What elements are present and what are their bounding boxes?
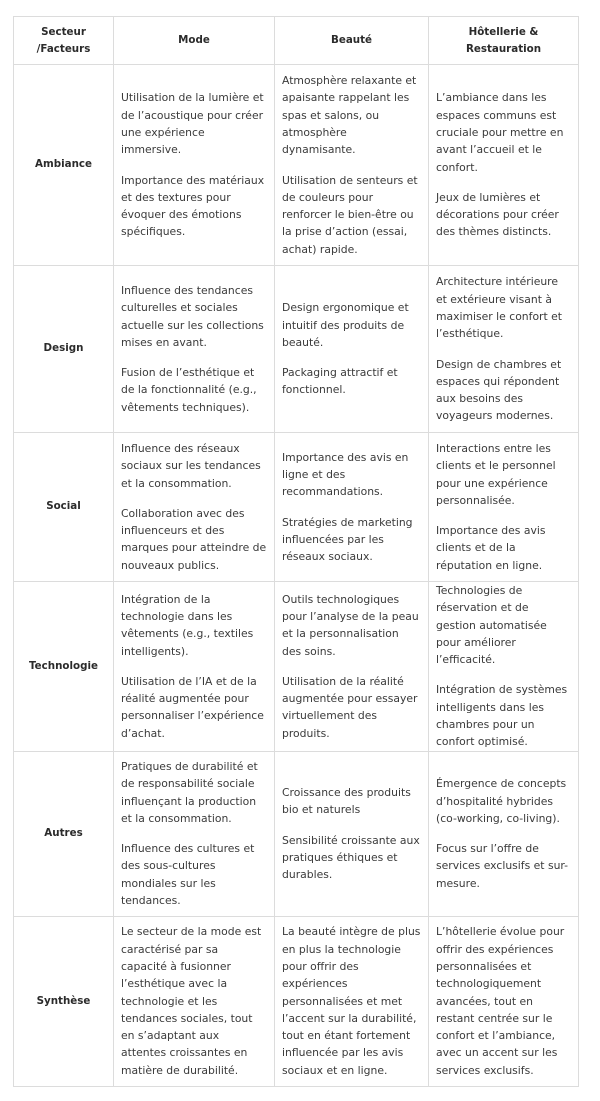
table-row-social xyxy=(14,433,579,582)
cell-social-beaute xyxy=(275,433,429,582)
row-label-synthese: Synthèse xyxy=(14,916,114,1086)
table-row-design xyxy=(14,266,579,433)
cell-synthese-beaute xyxy=(275,916,429,1086)
cell-paragraph: Importance des avis clients et de la réputation en ligne. xyxy=(436,524,546,572)
cell-paragraph: Intégration de systèmes intelligents dans les chambres pour un confort optimisé. xyxy=(436,683,568,749)
cell-paragraph: Fusion de l’esthétique et de la fonctionnalité (e.g., vêtements techniques). xyxy=(121,366,257,414)
cell-paragraph: Outils technologiques pour l’analyse de la peau et la personnalisation des soins. xyxy=(282,592,419,658)
cell-ambiance-mode xyxy=(114,65,275,266)
header-mode: Mode xyxy=(114,17,275,65)
cell-paragraph: Pratiques de durabilité et de responsabilité sociale influençant la production et la consommation. xyxy=(121,759,258,825)
cell-paragraph: Importance des avis en ligne et des recommandations. xyxy=(282,450,409,499)
table-row-synthese xyxy=(14,916,579,1086)
cell-paragraph: Packaging attractif et fonctionnel. xyxy=(282,366,398,397)
cell-ambiance-hotellerie xyxy=(429,65,579,266)
cell-autres-hotellerie xyxy=(429,751,579,916)
cell-paragraph: Utilisation de l’IA et de la réalité augmentée pour personnaliser l’expérience d’achat. xyxy=(121,674,264,740)
cell-paragraph: Design ergonomique et intuitif des produits de beauté. xyxy=(282,301,409,349)
table-row-technologie xyxy=(14,582,579,752)
cell-paragraph: Jeux de lumières et décorations pour créer des thèmes distincts. xyxy=(436,190,559,239)
row-label-technologie: Technologie xyxy=(14,582,114,752)
cell-synthese-hotellerie xyxy=(429,916,579,1086)
cell-paragraph: Stratégies de marketing influencées par les réseaux sociaux. xyxy=(282,515,413,564)
cell-paragraph: Architecture intérieure et extérieure visant à maximiser le confort et l’esthétique. xyxy=(436,275,563,341)
cell-paragraph: Utilisation de la réalité augmentée pour essayer virtuellement des produits. xyxy=(282,674,418,740)
cell-design-hotellerie xyxy=(429,266,579,433)
cell-autres-beaute xyxy=(275,751,429,916)
cell-paragraph: Importance des matériaux et des textures pour évoquer des émotions spécifiques. xyxy=(121,173,265,239)
row-label-social: Social xyxy=(14,433,114,582)
cell-paragraph: Sensibilité croissante aux pratiques éthiques et durables. xyxy=(282,833,420,882)
cell-paragraph: Le secteur de la mode est caractérisé par sa capacité à fusionner l’esthétique avec la technologie et les tendances sociales, tout en s’adaptant aux attentes croissantes en matière de durabilité. xyxy=(121,925,262,1077)
cell-paragraph: Technologies de réservation et de gestion automatisée pour améliorer l’efficacité. xyxy=(436,584,547,667)
cell-paragraph: Design de chambres et espaces qui répondent aux besoins des voyageurs modernes. xyxy=(436,357,562,423)
cell-social-hotellerie xyxy=(429,433,579,582)
table-body xyxy=(14,65,579,1087)
cell-paragraph: Influence des réseaux sociaux sur les tendances et la consommation. xyxy=(121,441,261,490)
header-secteur-facteurs: Secteur /Facteurs xyxy=(14,17,114,65)
header-hotellerie-restauration: Hôtellerie & Restauration xyxy=(429,17,579,65)
cell-social-mode xyxy=(114,433,275,582)
cell-synthese-mode xyxy=(114,916,275,1086)
cell-paragraph: L’hôtellerie évolue pour offrir des expériences personnalisées et technologiquement avancées, tout en restant centrée sur le confort et l’ambiance, avec un accent sur les services exclusifs. xyxy=(436,925,565,1077)
cell-technologie-beaute xyxy=(275,582,429,752)
cell-paragraph: Atmosphère relaxante et apaisante rappelant les spas et salons, ou atmosphère dynamisante. xyxy=(282,74,417,157)
cell-paragraph: Émergence de concepts d’hospitalité hybrides (co-working, co-living). xyxy=(436,777,567,825)
cell-paragraph: Influence des cultures et des sous-cultures mondiales sur les tendances. xyxy=(121,842,255,908)
cell-paragraph: Intégration de la technologie dans les vêtements (e.g., textiles intelligents). xyxy=(121,592,254,658)
cell-paragraph: Influence des tendances culturelles et sociales actuelle sur les collections mises en avant. xyxy=(121,283,264,349)
row-label-autres: Autres xyxy=(14,751,114,916)
table-row-autres xyxy=(14,751,579,916)
table-header xyxy=(14,17,579,65)
cell-paragraph: Collaboration avec des influenceurs et des marques pour atteindre de nouveaux publics. xyxy=(121,506,267,572)
cell-ambiance-beaute xyxy=(275,65,429,266)
cell-paragraph: Interactions entre les clients et le personnel pour une expérience personnalisée. xyxy=(436,441,556,507)
cell-technologie-hotellerie xyxy=(429,582,579,752)
row-label-design: Design xyxy=(14,266,114,433)
header-row xyxy=(14,17,579,65)
cell-paragraph: L’ambiance dans les espaces communs est cruciale pour mettre en avant l’accueil et le confort. xyxy=(436,91,564,174)
cell-paragraph: La beauté intègre de plus en plus la technologie pour offrir des expériences personnalisées et met l’accent sur la durabilité, tout en étant fortement influencée par les avis sociaux et en ligne. xyxy=(282,925,421,1077)
cell-paragraph: Focus sur l’offre de services exclusifs et sur-mesure. xyxy=(436,842,569,890)
cell-design-mode xyxy=(114,266,275,433)
table-row-ambiance xyxy=(14,65,579,266)
comparison-table xyxy=(13,16,579,1087)
cell-technologie-mode xyxy=(114,582,275,752)
row-label-ambiance: Ambiance xyxy=(14,65,114,266)
cell-paragraph: Utilisation de la lumière et de l’acoustique pour créer une expérience immersive. xyxy=(121,91,264,157)
cell-paragraph: Utilisation de senteurs et de couleurs pour renforcer le bien-être ou la prise d’action (essai, achat) rapide. xyxy=(282,173,418,256)
header-beaute: Beauté xyxy=(275,17,429,65)
cell-design-beaute xyxy=(275,266,429,433)
cell-autres-mode xyxy=(114,751,275,916)
cell-paragraph: Croissance des produits bio et naturels xyxy=(282,785,411,817)
